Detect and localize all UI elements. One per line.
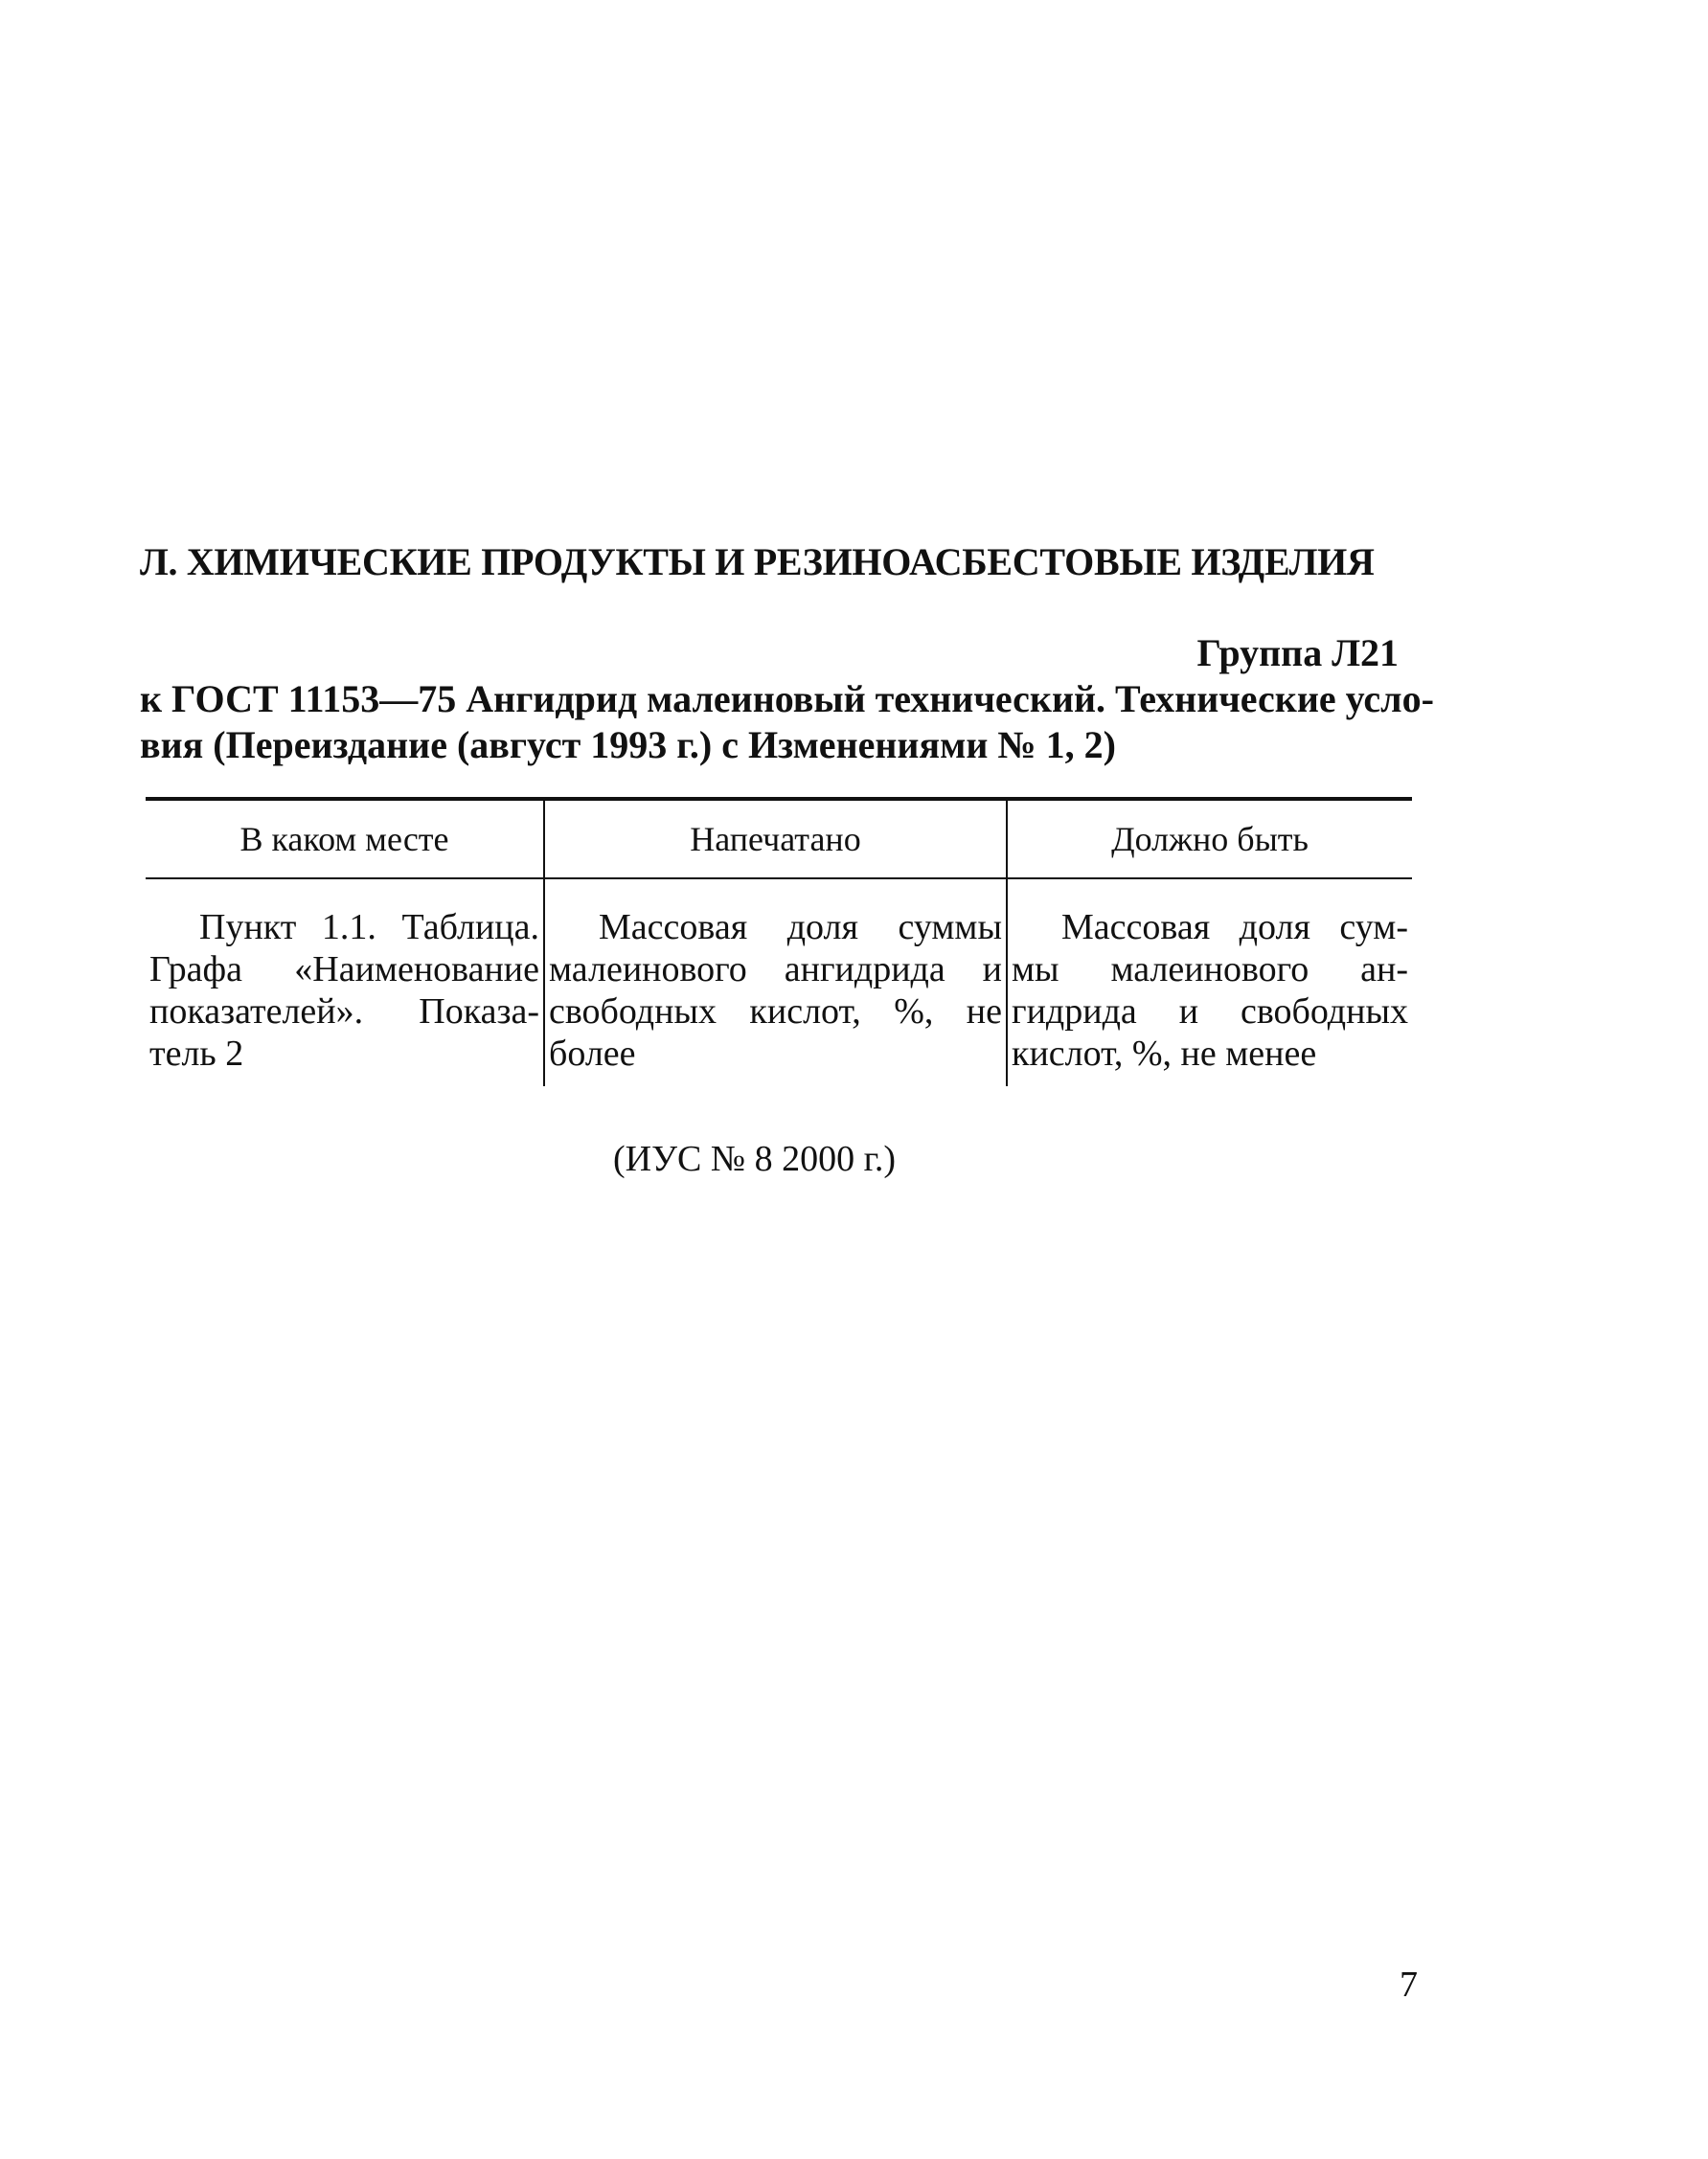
cell-line: Массовая доля суммы xyxy=(599,907,1002,947)
source-reference: (ИУС № 8 2000 г.) xyxy=(613,1139,897,1179)
amendment-title-line: к ГОСТ 11153—75 Ангидрид малеиновый технический. Технические усло- xyxy=(140,677,1434,720)
cell-line: показателей». Показа- xyxy=(149,991,539,1032)
amendment-title xyxy=(140,676,1434,768)
amendment-table-wrapper xyxy=(146,797,1412,1086)
cell-line: Массовая доля сум- xyxy=(1061,907,1408,947)
cell-should-be xyxy=(1007,878,1412,1086)
cell-line: Графа «Наименование xyxy=(149,949,539,989)
column-header-printed: Напечатано xyxy=(544,799,1007,878)
section-title: Л. ХИМИЧЕСКИЕ ПРОДУКТЫ И РЕЗИНОАСБЕСТОВЫЕ ИЗДЕЛИЯ xyxy=(140,540,1375,583)
cell-printed xyxy=(544,878,1007,1086)
cell-line: тель 2 xyxy=(149,1034,244,1074)
cell-where xyxy=(146,878,544,1086)
cell-line: гидрида и свободных xyxy=(1012,991,1408,1032)
table-row xyxy=(146,878,1412,1086)
amendment-title-line: вия (Переиздание (август 1993 г.) с Изменениями № 1, 2) xyxy=(140,723,1116,766)
cell-line: кислот, %, не менее xyxy=(1012,1034,1317,1074)
cell-line: свободных кислот, %, не xyxy=(549,991,1002,1032)
cell-line: малеинового ангидрида и xyxy=(549,949,1002,989)
table-header xyxy=(146,799,1412,878)
page-number: 7 xyxy=(1400,1965,1418,2005)
cell-line: Пункт 1.1. Таблица. xyxy=(199,907,539,947)
table-body xyxy=(146,878,1412,1086)
group-label: Группа Л21 xyxy=(1196,631,1399,674)
column-header-should-be: Должно быть xyxy=(1007,799,1412,878)
cell-line: мы малеинового ан- xyxy=(1012,949,1408,989)
amendment-table xyxy=(146,797,1412,1086)
column-header-where: В каком месте xyxy=(239,820,449,858)
cell-line: более xyxy=(549,1034,636,1074)
table-header-row xyxy=(146,799,1412,878)
